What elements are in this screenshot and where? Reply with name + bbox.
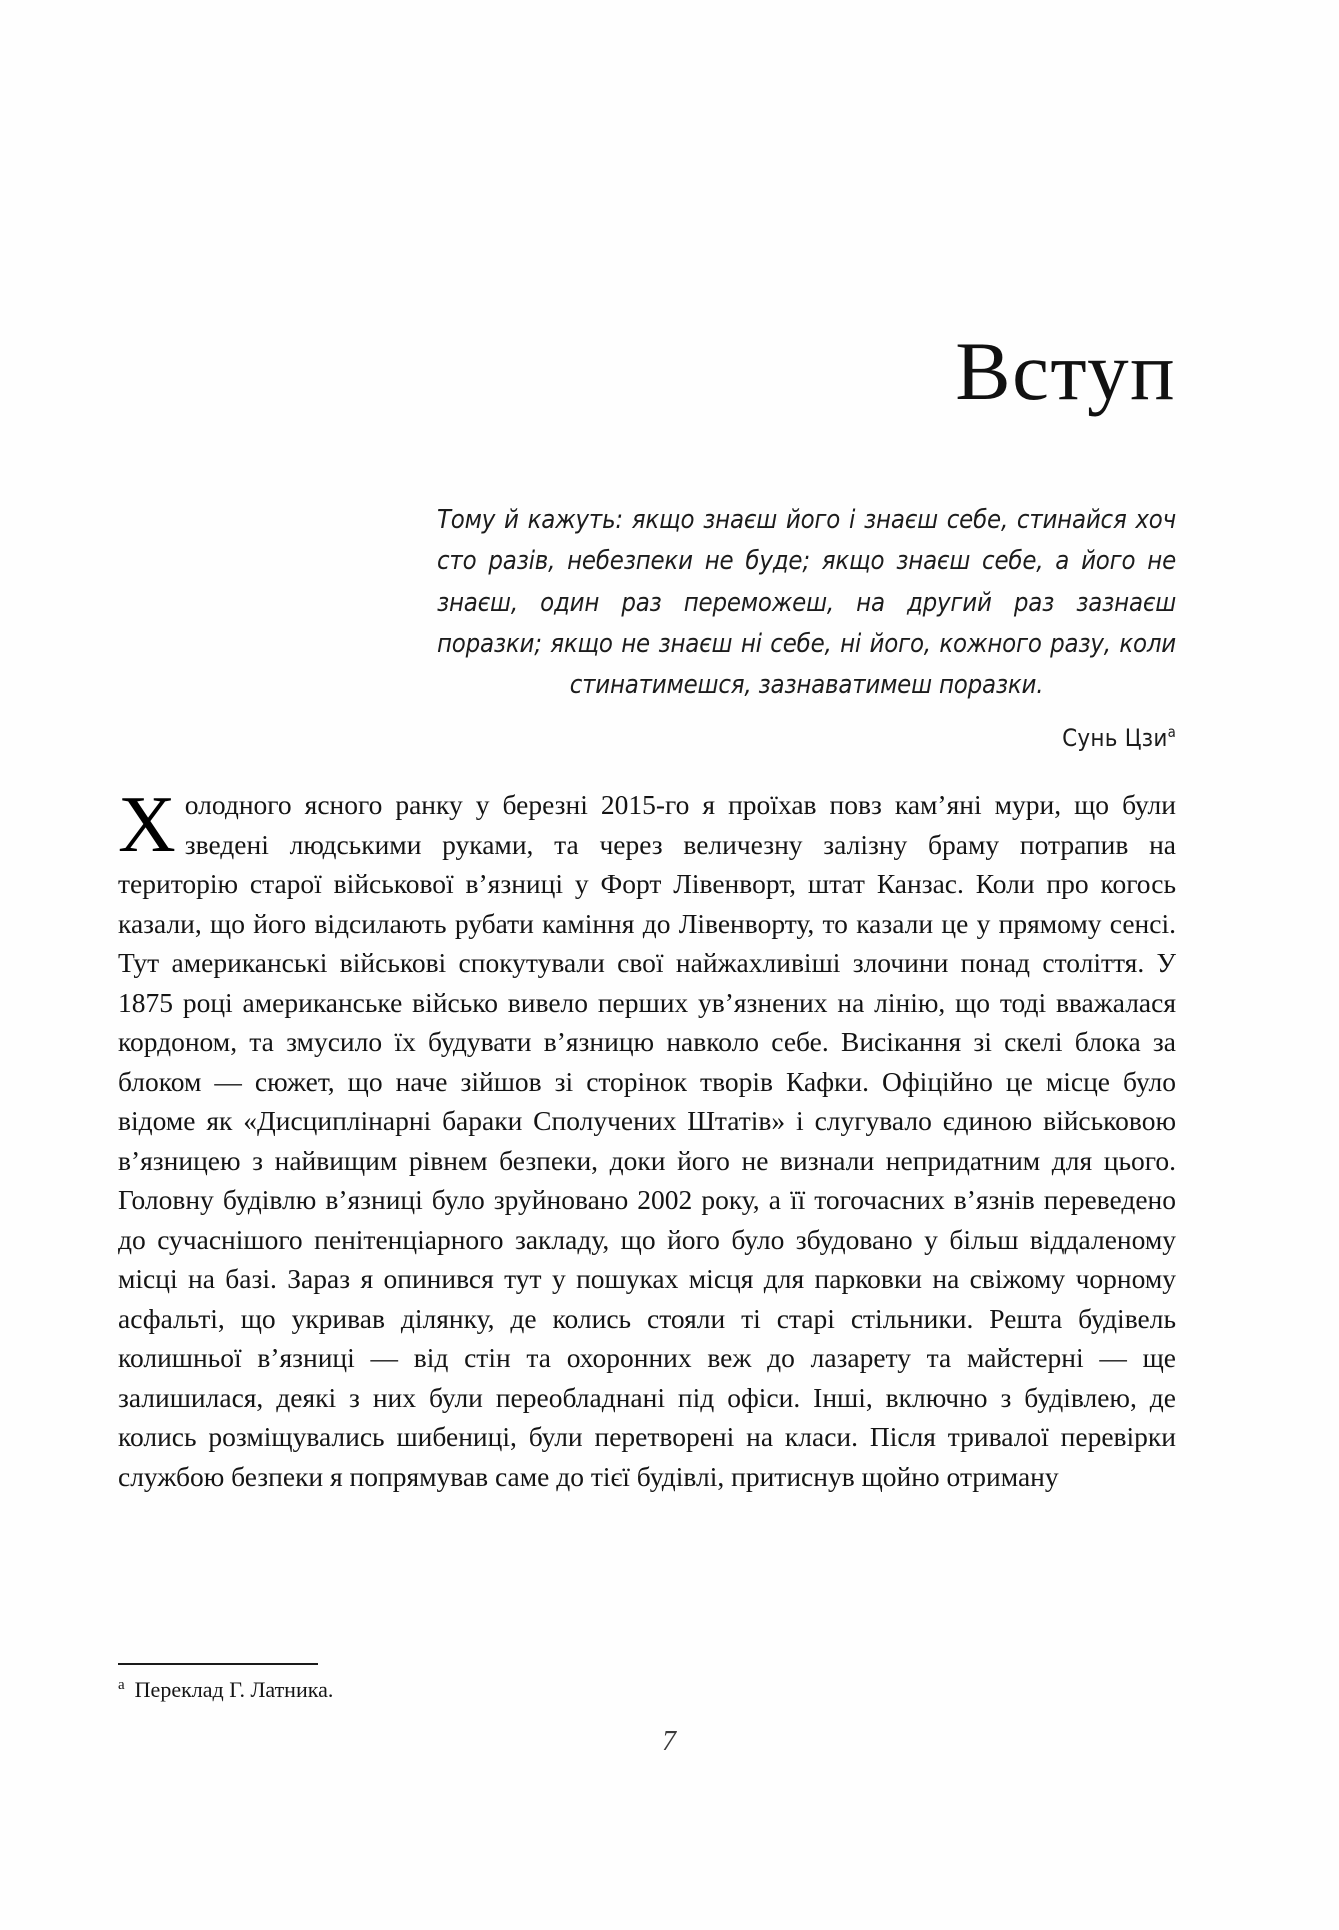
footnote-text: Переклад Г. Латника. [134, 1676, 334, 1702]
epigraph-block [437, 500, 1176, 752]
body-paragraph [118, 781, 1176, 1496]
epigraph-attribution-name: Сунь Цзи [1062, 724, 1168, 753]
body-paragraph-text: олодного ясного ранку у березні 2015-го я проїхав повз кам’яні мури, що були зведені людськими руками, та через величезну залізну браму потрапив на територію старої військової в’язниці у Форт Лівенворт, штат Канзас. Коли про когось казали, що його відсилають рубати каміння до Лівенворту, то казали це у прямому сенсі. Тут американські військові спокутували свої найжахливіші злочини понад століття. У 1875 році американське військо вивело перших ув’язнених на лінію, що тоді вважалася кордоном, та змусило їх будувати в’язницю навколо себе. Висікання зі скелі блока за блоком — сюжет, що наче зійшов зі сторінок творів Кафки. Офіційно це місце було відоме як «Дисциплінарні бараки Сполучених Штатів» і слугувало єдиною військовою в’язницею з найвищим рівнем безпеки, доки його не визнали непридатним для цього. Головну будівлю в’язниці було зруйновано 2002 року, а її тогочасних в’язнів переведено до сучаснішого пенітенціарного закладу, що його було збудовано у більш віддаленому місці на базі. Зараз я опинився тут у пошуках місця для парковки на свіжому чорному асфальті, що укривав ділянку, де колись стояли ті старі стільники. Решта будівель колишньої в’язниці — від стін та охоронних веж до лазарету та майстерні — ще залишилася, деякі з них були переобладнані під офіси. Інші, включно з будівлею, де колись розміщувались шибениці, були перетворені на класи. Після тривалої перевірки службою безпеки я попрямував саме до тієї будівлі, притиснув щойно отриману [118, 789, 1176, 1492]
drop-cap: Х [118, 781, 176, 869]
footnote-item [118, 1675, 1178, 1705]
footnote-marker: a [118, 1676, 125, 1693]
footnote-separator-rule [118, 1663, 318, 1665]
chapter-title-block [0, 325, 1176, 417]
epigraph-quote: Тому й кажуть: якщо знаєш його і знаєш себе, стинайся хоч сто разів, небезпеки не буде; якщо знаєш себе, а його не знаєш, один раз переможеш, на другий раз зазнаєш поразки; якщо не знаєш ні себе, ні його, кожного разу, коли стинатимешся, зазнаватимеш поразки. [437, 505, 1176, 701]
body-text-block [118, 781, 1176, 1496]
epigraph-attribution [437, 724, 1176, 752]
epigraph-footnote-marker: a [1167, 723, 1176, 742]
footnote-area [118, 1663, 1178, 1704]
page-title: Вступ [955, 325, 1176, 417]
page-number: 7 [662, 1726, 677, 1757]
